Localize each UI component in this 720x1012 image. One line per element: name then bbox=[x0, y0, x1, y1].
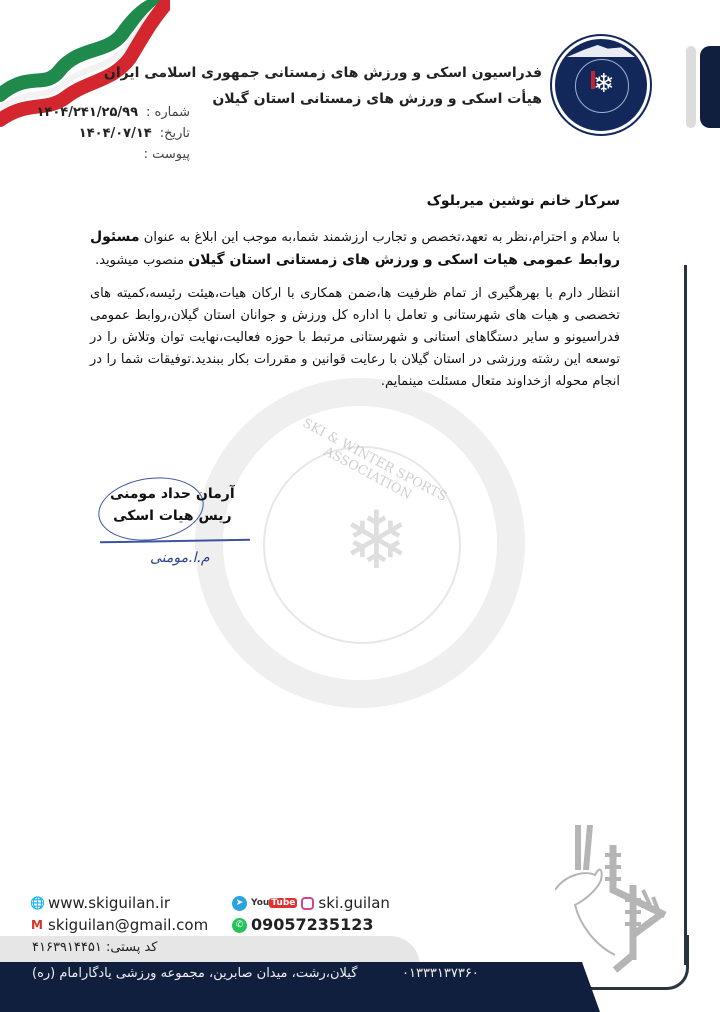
meta-date bbox=[60, 123, 190, 144]
date-label: تاریخ: bbox=[159, 126, 190, 141]
snowflake-icon: ❄ bbox=[593, 69, 615, 99]
board-title: هیأت اسکی و ورزش های زمستانی استان گیلان bbox=[212, 91, 542, 107]
postal-code: کد پستی: ۴۱۶۳۹۱۴۴۵۱ bbox=[32, 940, 158, 955]
youtube-icon[interactable]: You Tube bbox=[251, 898, 296, 908]
number-value: ۱۴۰۴/۲۴۱/۲۵/۹۹ bbox=[36, 105, 139, 120]
social-row bbox=[232, 892, 390, 914]
header-navy-tab bbox=[700, 46, 720, 128]
footer-phone: ۰۱۳۳۳۱۳۷۳۶۰ bbox=[402, 966, 479, 981]
page-frame-line bbox=[684, 265, 687, 965]
deer-snowflake-emblem-icon bbox=[555, 815, 675, 975]
paragraph-appointment bbox=[90, 226, 620, 272]
social-handle[interactable]: ski.guilan bbox=[318, 894, 390, 912]
contact-left bbox=[30, 892, 208, 936]
globe-icon: 🌐 bbox=[30, 896, 45, 910]
footer-address: گیلان،رشت، میدان صابرین، مجموعه ورزشی یادگارامام (ره) bbox=[32, 966, 358, 981]
salutation: سرکار خانم نوشین میربلوک bbox=[426, 193, 620, 209]
email-link[interactable]: skiguilan@gmail.com bbox=[48, 916, 209, 934]
gmail-icon: M bbox=[31, 918, 43, 932]
mountain-icon bbox=[567, 45, 635, 57]
watermark-seal bbox=[195, 378, 525, 708]
federation-title: فدراسیون اسکی و ورزش های زمستانی جمهوری اسلامی ایران bbox=[103, 65, 542, 81]
appointment-text: با سلام و احترام،نظر به تعهد،تخصص و تجارب ارزشمند شما،به موجب این ابلاغ به عنوان bbox=[139, 230, 620, 245]
letter-meta bbox=[36, 102, 190, 165]
instagram-icon[interactable] bbox=[301, 897, 314, 910]
contact-right bbox=[232, 892, 390, 936]
website-link[interactable]: www.skiguilan.ir bbox=[48, 894, 171, 912]
number-label: شماره : bbox=[146, 105, 190, 120]
mobile-number[interactable]: 09057235123 bbox=[251, 915, 374, 934]
telegram-icon[interactable]: ➤ bbox=[232, 896, 247, 911]
attachment-label: پیوست : bbox=[143, 147, 190, 162]
appointment-position: مسئول روابط عمومی هیات اسکی و ورزش های زمستانی استان گیلان bbox=[90, 229, 620, 268]
signer-title: ریس هیات اسکی bbox=[113, 508, 232, 524]
watermark-text-en: SKI & WINTER SPORTS ASSOCIATION bbox=[299, 415, 450, 505]
signer-name: آرمان حداد مومنی bbox=[110, 486, 235, 502]
appointment-end: منصوب میشوید. bbox=[95, 253, 189, 268]
website-row bbox=[30, 892, 208, 914]
whatsapp-icon[interactable]: ✆ bbox=[232, 918, 247, 933]
federation-logo bbox=[552, 36, 650, 134]
meta-number bbox=[36, 102, 190, 123]
paragraph-expectations: انتظار دارم با بهرهگیری از تمام ظرفیت ها،ضمن همکاری با ارکان هیات،هیئت رئیسه،کمیته های تخصصی و هیات های شهرستانی و تعامل با اداره کل ورزش و جوانان استان گیلان،روابط عمومی فدراسیونو و سایر دستگاهای استانی و شهرستانی مرتبط با حوزه فعالیت،نهایت توان وتلاش را در توسعه این رشته ورزشی در استان گیلان با رعایت قوانین و مقررات بکار ببندید.توفیقات شما را در انجام محوله ازخداوند متعال مسئلت مینمایم. bbox=[90, 286, 620, 389]
letter-body bbox=[90, 190, 620, 404]
date-value: ۱۴۰۴/۰۷/۱۴ bbox=[78, 126, 152, 141]
watermark-snowflake-icon: ❄ bbox=[343, 494, 411, 587]
signature-scribble: م.ا.مومنی bbox=[150, 550, 210, 566]
meta-attachment bbox=[60, 144, 190, 165]
email-row bbox=[30, 914, 208, 936]
header-gray-bar bbox=[686, 46, 696, 128]
mobile-row bbox=[232, 914, 390, 936]
signature-block bbox=[110, 483, 235, 527]
